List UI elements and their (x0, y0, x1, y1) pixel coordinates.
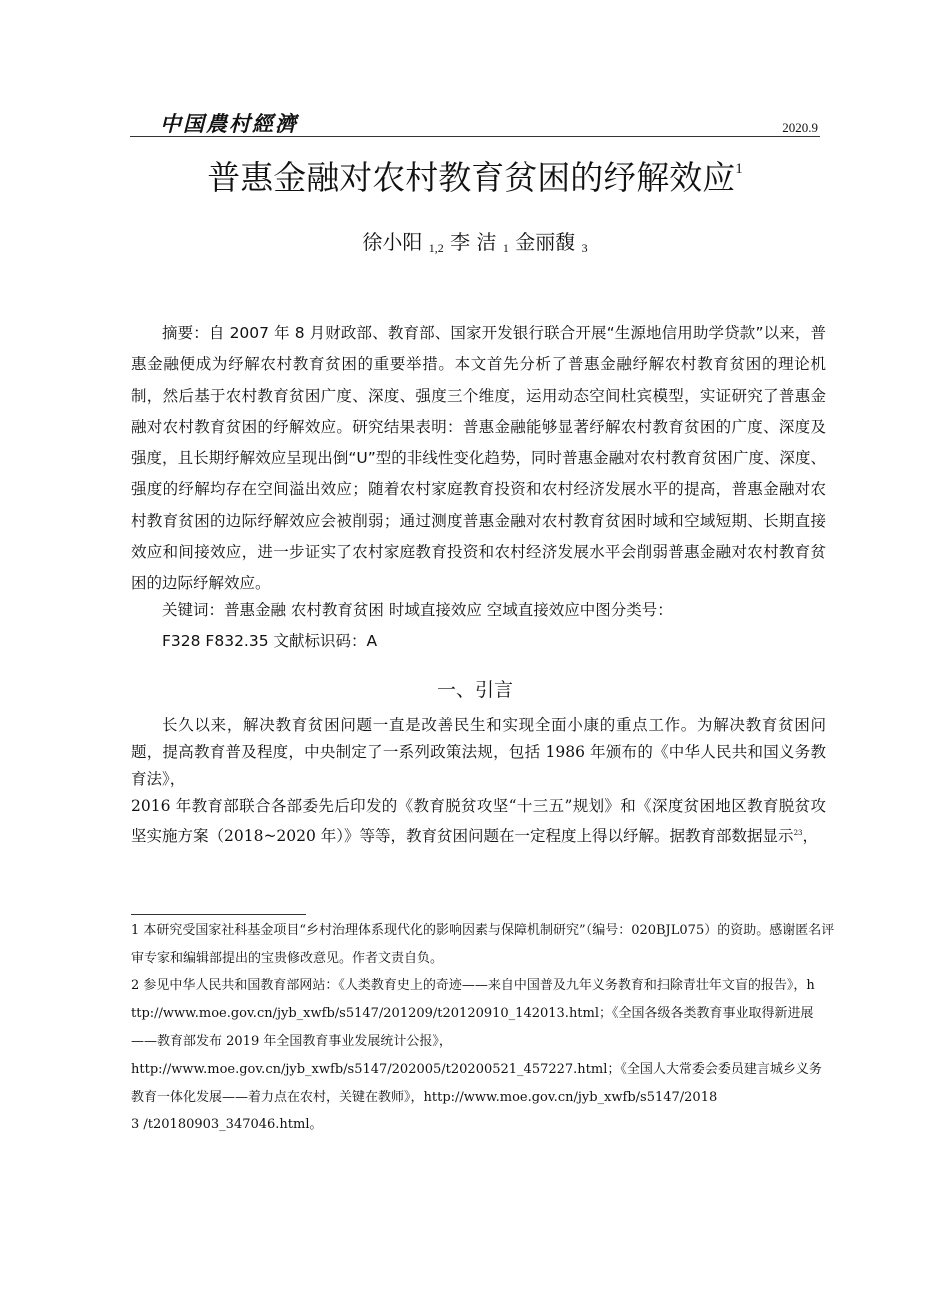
keywords-line: 关键词：普惠金融 农村教育贫困 时域直接效应 空域直接效应中图分类号： (162, 601, 673, 619)
body-text (131, 712, 826, 850)
citation-mark: 23 (793, 829, 803, 837)
footnote-1: 1 本研究受国家社科基金项目“乡村治理体系现代化的影响因素与保障机制研究”（编号：020BJL075）的资助。感谢匿名评审专家和编辑部提出的宝贵修改意见。作者文责自负。 (131, 923, 835, 966)
issue-number: 2020.9 (782, 120, 818, 135)
footnote-divider (131, 914, 306, 915)
paragraph-end: ， (802, 827, 818, 846)
title-text: 普惠金融对农村教育贫困的纾解效应 (207, 158, 736, 197)
running-header (130, 108, 820, 137)
keywords (131, 595, 857, 657)
title-footnote-mark: 1 (735, 161, 743, 177)
author-name: 徐小阳 (362, 230, 423, 254)
author-affiliation: 3 (581, 241, 588, 255)
author-affiliation: 1,2 (428, 241, 444, 255)
author-affiliation: 1 (502, 241, 509, 255)
abstract: 摘要：自 2007 年 8 月财政部、教育部、国家开发银行联合开展“生源地信用助学贷款”以来，普惠金融便成为纾解农村教育贫困的重要举措。本文首先分析了普惠金融纾解农村教育贫困的理论机制，然后基于农村教育贫困广度、深度、强度三个维度，运用动态空间杜宾模型，实证研究了普惠金融对农村教育贫困的纾解效应。研究结果表明：普惠金融能够显著纾解农村教育贫困的广度、深度及强度，且长期纾解效应呈现出倒“U”型的非线性变化趋势，同时普惠金融对农村教育贫困广度、深度、强度的纾解均存在空间溢出效应；随着农村家庭教育投资和农村经济发展水平的提高，普惠金融对农村教育贫困的边际纾解效应会被削弱；通过测度普惠金融对农村教育贫困时域和空域短期、长期直接效应和间接效应，进一步证实了农村家庭教育投资和农村经济发展水平会削弱普惠金融对农村教育贫困的边际纾解效应。 (131, 324, 826, 593)
section-heading: 一、引言 (436, 679, 513, 701)
paragraph: 长久以来，解决教育贫困问题一直是改善民生和实现全面小康的重点工作。为解决教育贫困问题，提高教育普及程度，中央制定了一系列政策法规，包括 1986 年颁布的《中华人民共和国义务教育法》， (131, 716, 826, 788)
paper-title (0, 152, 950, 199)
author-name: 李 洁 (450, 230, 497, 254)
footnote-2: 2 参见中华人民共和国教育部网站：《人类教育史上的奇迹——来自中国普及九年义务教育和扫除青壮年文盲的报告》，h ttp://www.moe.gov.cn/jyb_xwfb/s5147/201209/t20120910_142013.html；《全国各级各类教育事业取得新进展——教育部发布 2019 年全国教育事业发展统计公报》，http://www.moe.gov.cn/jyb_xwfb/s5147/202005/t20200521_457227.html；《全国人大常委会委员建言城乡义务教育一体化发展——着力点在农村，关键在教师》，http://www.moe.gov.cn/jyb_xwfb/s5147/2018 (131, 978, 822, 1105)
journal-logo: 中国農村經濟 (160, 112, 298, 136)
paragraph-text: 2016 年教育部联合各部委先后印发的《教育脱贫攻坚“十三五”规划》和《深度贫困地区教育脱贫攻坚实施方案（2018~2020 年）》等等，教育贫困问题在一定程度上得以纾解。据教育部数据显示 (131, 797, 826, 846)
paragraph (131, 793, 826, 850)
classification-line: F328 F832.35 文献标识码：A (162, 632, 378, 650)
author-list (0, 226, 950, 256)
footnote-3: 3 /t20180903_347046.html。 (131, 1117, 323, 1132)
author-name: 金丽馥 (515, 230, 576, 254)
